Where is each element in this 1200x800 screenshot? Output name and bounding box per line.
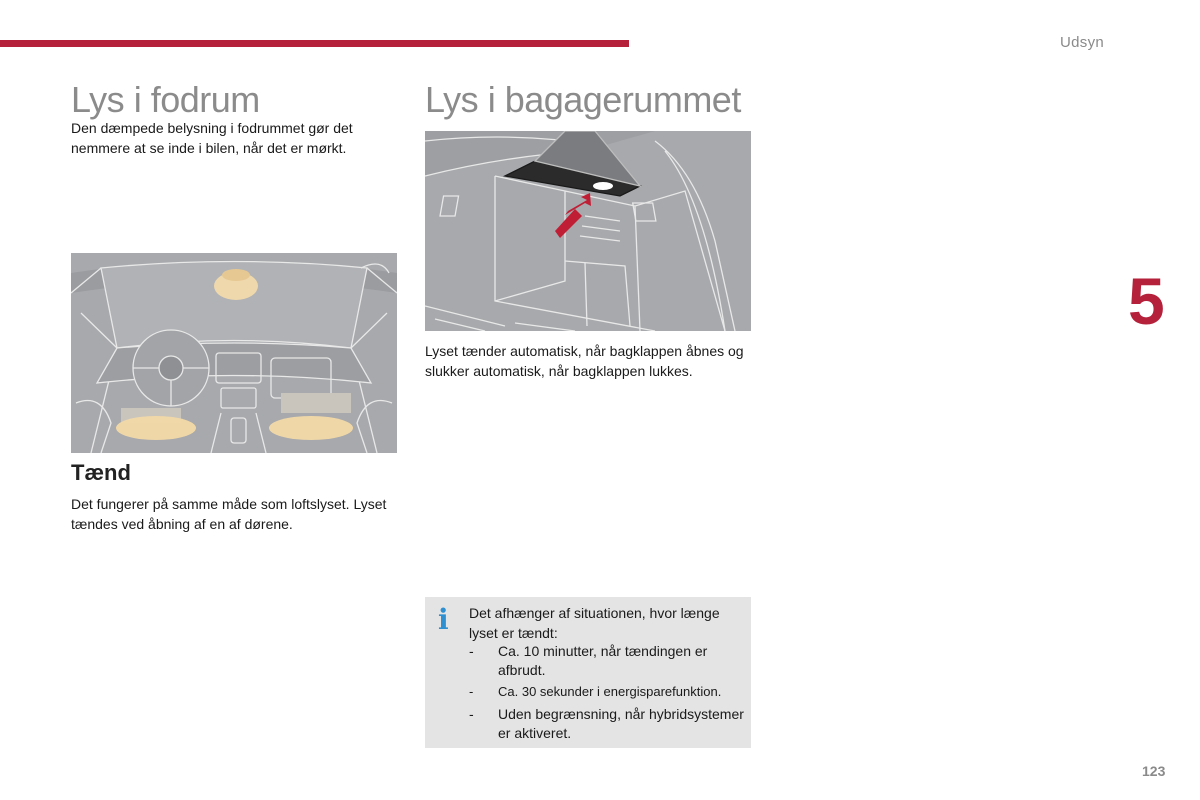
list-dash: - [469, 684, 474, 699]
info-box [425, 597, 751, 748]
info-item-text: Ca. 30 sekunder i energisparefunktion. [498, 684, 722, 699]
info-list-item [469, 705, 747, 743]
info-icon: i [438, 603, 449, 636]
switch-on-subtitle: Tænd [71, 460, 131, 485]
info-list-item [469, 682, 747, 701]
info-list [469, 642, 747, 745]
header-accent-bar [0, 40, 629, 47]
footwell-lighting-illustration [71, 253, 397, 453]
boot-lighting-illustration [425, 131, 751, 331]
boot-light-title: Lys i bagagerummet [425, 79, 741, 120]
info-list-item [469, 642, 747, 680]
footwell-light-title: Lys i fodrum [71, 79, 260, 120]
chapter-number: 5 [1128, 264, 1165, 338]
page-number: 123 [1142, 763, 1166, 779]
info-item-text: Uden begrænsning, når hybridsystemer er aktiveret. [498, 706, 744, 741]
list-dash: - [469, 643, 474, 659]
switch-on-body: Det fungerer på samme måde som loftslyset. Lyset tændes ved åbning af en af dørene. [71, 496, 387, 532]
footwell-light-intro: Den dæmpede belysning i fodrummet gør det nemmere at se inde i bilen, når det er mørkt. [71, 120, 353, 156]
info-item-text: Ca. 10 minutter, når tændingen er afbrudt. [498, 643, 708, 678]
list-dash: - [469, 706, 474, 722]
boot-light-body: Lyset tænder automatisk, når bagklappen åbnes og slukker automatisk, når bagklappen lukkes. [425, 343, 744, 379]
section-label: Udsyn [1060, 34, 1105, 51]
info-intro: Det afhænger af situationen, hvor længe lyset er tændt: [469, 605, 720, 641]
